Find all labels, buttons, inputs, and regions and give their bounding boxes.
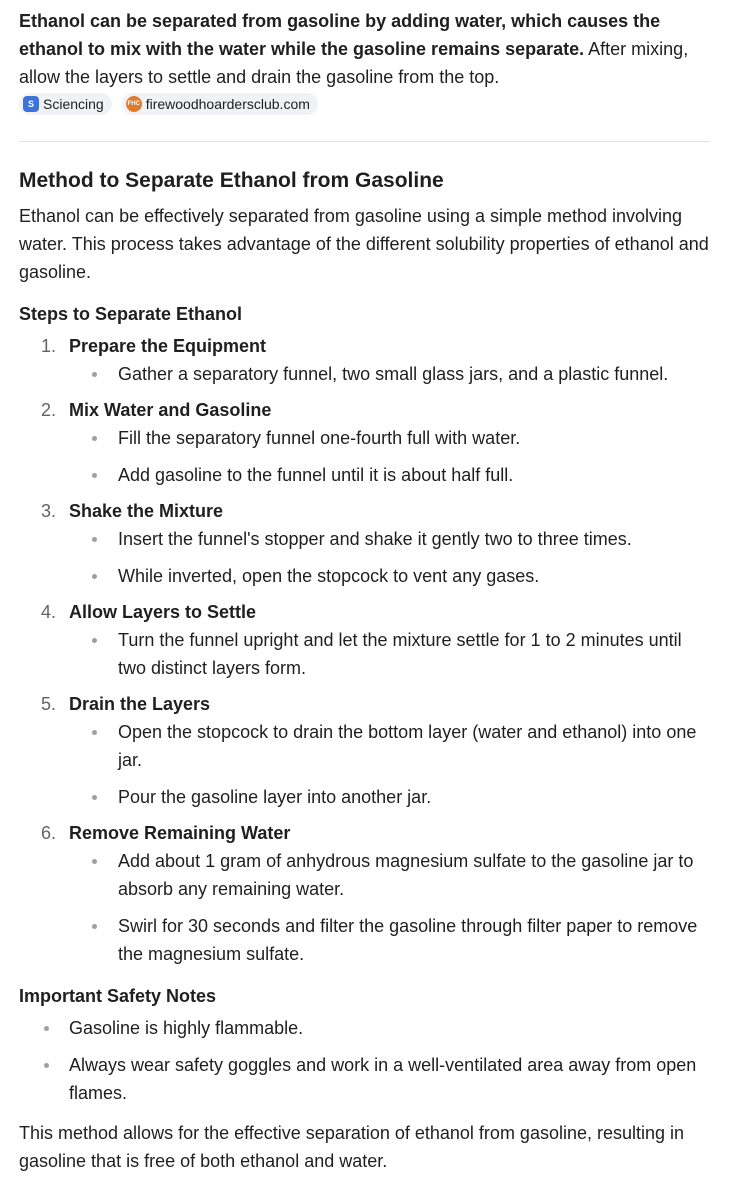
step-bullets xyxy=(69,360,710,388)
step-item xyxy=(19,690,710,811)
step-title: Prepare the Equipment xyxy=(69,336,267,356)
step-bullets xyxy=(69,718,710,811)
step-bullet: Add about 1 gram of anhydrous magnesium sulfate to the gasoline jar to absorb any remaining water. xyxy=(69,847,710,903)
step-item xyxy=(19,598,710,682)
steps-heading: Steps to Separate Ethanol xyxy=(19,304,243,324)
conclusion-paragraph: This method allows for the effective separation of ethanol from gasoline, resulting in gasoline that is free of both ethanol and water. xyxy=(19,1123,685,1171)
step-item xyxy=(19,396,710,489)
step-bullet: Gather a separatory funnel, two small glass jars, and a plastic funnel. xyxy=(69,360,710,388)
step-bullets xyxy=(69,424,710,489)
step-bullet: Swirl for 30 seconds and filter the gasoline through filter paper to remove the magnesium sulfate. xyxy=(69,912,710,968)
section-divider xyxy=(19,141,710,142)
safety-notes-list xyxy=(19,1014,710,1107)
step-bullet: Turn the funnel upright and let the mixture settle for 1 to 2 minutes until two distinct layers form. xyxy=(69,626,710,682)
firewood-logo-icon: FHC xyxy=(126,96,142,112)
step-title: Allow Layers to Settle xyxy=(69,602,257,622)
step-bullet: Insert the funnel's stopper and shake it gently two to three times. xyxy=(69,525,710,553)
step-bullets xyxy=(69,525,710,590)
safety-note: Gasoline is highly flammable. xyxy=(19,1014,710,1042)
intro-paragraph xyxy=(19,7,710,91)
source-chips xyxy=(19,93,710,115)
step-bullet: Pour the gasoline layer into another jar. xyxy=(69,783,710,811)
step-title: Shake the Mixture xyxy=(69,501,224,521)
step-number: 4. xyxy=(41,602,57,622)
step-title: Mix Water and Gasoline xyxy=(69,400,272,420)
step-bullet: Add gasoline to the funnel until it is about half full. xyxy=(69,461,710,489)
intro-summary xyxy=(19,7,710,115)
steps-list xyxy=(19,332,710,968)
article-intro-paragraph: Ethanol can be effectively separated from gasoline using a simple method involving water. This process takes advantage of the different solubility properties of ethanol and gasoline. xyxy=(19,206,709,282)
source-chip-sciencing[interactable] xyxy=(19,93,112,115)
step-number: 6. xyxy=(41,823,57,843)
intro-bold-text: Ethanol can be separated from gasoline by adding water, which causes the ethanol to mix with the water while the gasoline remains separate. xyxy=(19,11,661,59)
step-bullets xyxy=(69,626,710,682)
safety-note: Always wear safety goggles and work in a well-ventilated area away from open flames. xyxy=(19,1051,710,1107)
step-item xyxy=(19,819,710,968)
step-bullets xyxy=(69,847,710,968)
safety-heading: Important Safety Notes xyxy=(19,986,217,1006)
step-bullet: While inverted, open the stopcock to vent any gases. xyxy=(69,562,710,590)
step-number: 3. xyxy=(41,501,57,521)
step-number: 2. xyxy=(41,400,57,420)
intro-rest-text: After mixing, allow the layers to settle and drain the gasoline from the top. xyxy=(19,39,689,87)
source-chip-label: Sciencing xyxy=(43,96,104,112)
step-title: Remove Remaining Water xyxy=(69,823,291,843)
step-item xyxy=(19,497,710,590)
step-number: 5. xyxy=(41,694,57,714)
sciencing-logo-icon: S xyxy=(23,96,39,112)
step-item xyxy=(19,332,710,388)
step-bullet: Open the stopcock to drain the bottom layer (water and ethanol) into one jar. xyxy=(69,718,710,774)
source-chip-label: firewoodhoardersclub.com xyxy=(145,96,310,112)
article-title: Method to Separate Ethanol from Gasoline xyxy=(19,169,444,192)
step-number: 1. xyxy=(41,336,57,356)
step-bullet: Fill the separatory funnel one-fourth full with water. xyxy=(69,424,710,452)
step-title: Drain the Layers xyxy=(69,694,211,714)
source-chip-firewoodhoardersclub[interactable] xyxy=(122,93,318,115)
